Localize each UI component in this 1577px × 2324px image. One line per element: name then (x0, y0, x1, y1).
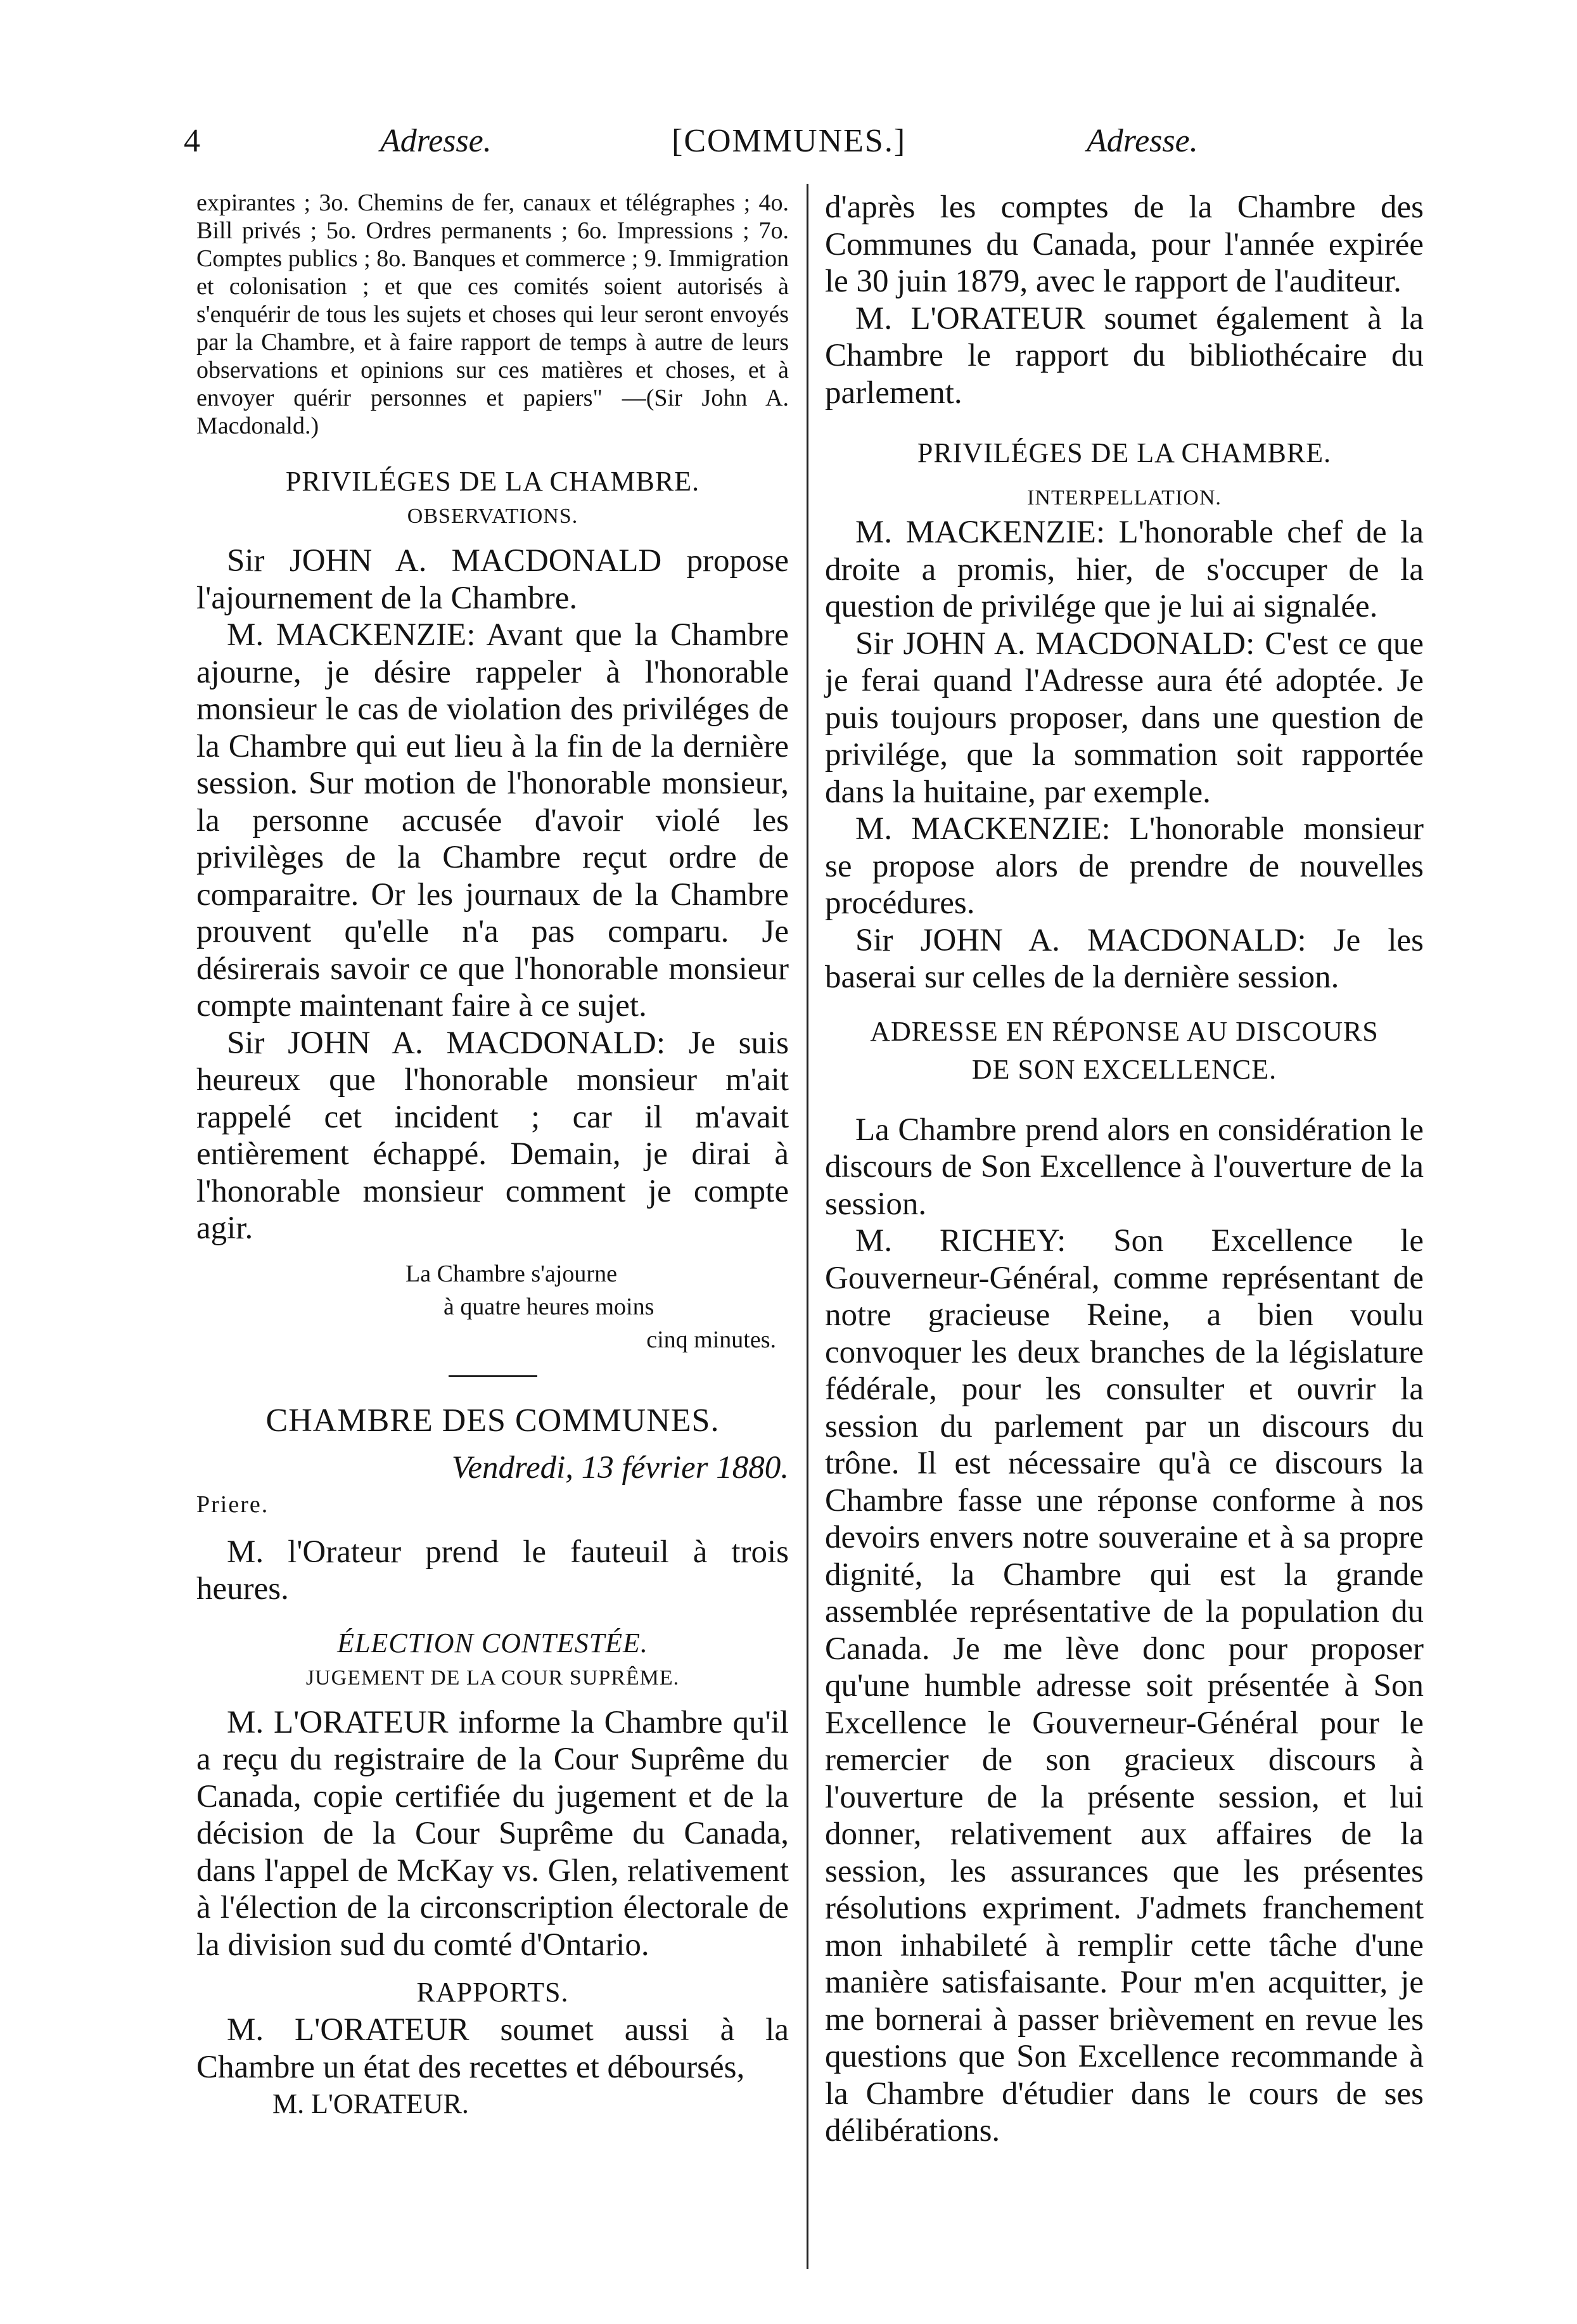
running-head-right: Adresse. (1087, 123, 1198, 159)
paragraph-throne-speech-consideration: La Chambre prend alors en considération le discours de Son Excellence à l'ouverture de la session. (825, 1112, 1424, 1222)
paragraph-macdonald-answer: Sir JOHN A. MACDONALD: C'est ce que je ferai quand l'Adresse aura été adoptée. Je puis toujours proposer, dans une question de privilége, que la sommation soit rapportée dans la huitaine, par exemple. (825, 626, 1424, 810)
page-number: 4 (184, 123, 200, 159)
section-heading-election: ÉLECTION CONTESTÉE. (337, 1627, 648, 1659)
sitting-title: CHAMBRE DES COMMUNES. (265, 1402, 720, 1439)
paragraph-speaker-chair: M. l'Orateur prend le fauteuil à trois heures. (196, 1534, 789, 1607)
paragraph-mackenzie-speech: M. MACKENZIE: Avant que la Chambre ajourne, je désire rappeler à l'honorable monsieur le cas de violation des priviléges de la Chambre qui eut lieu à la fin de la dernière session. Sur motion de l'honorable monsieur, la personne accusée d'avoir violé les privilèges de la Chambre reçut ordre de comparaitre. Or les journaux de la Chambre prouvent qu'elle n'a pas comparu. Je désirerais savoir ce que l'honorable monsieur compte maintenant faire à ce sujet. (196, 617, 789, 1024)
section-heading-reports: RAPPORTS. (416, 1977, 569, 2008)
section-heading-address-line-1: ADRESSE EN RÉPONSE AU DISCOURS (870, 1015, 1379, 1047)
sitting-date: Vendredi, 13 février 1880. (451, 1449, 789, 1486)
adjournment-line-2: à quatre heures moins (444, 1293, 654, 1320)
section-heading-address-line-2: DE SON EXCELLENCE. (971, 1053, 1277, 1085)
paragraph-librarian-report: M. L'ORATEUR soumet également à la Chambre le rapport du bibliothécaire du parlement. (825, 300, 1424, 411)
running-head-center: [COMMUNES.] (672, 123, 907, 159)
left-column (196, 189, 789, 2123)
section-separator (449, 1375, 537, 1377)
subheading-supreme-court: JUGEMENT DE LA COUR SUPRÊME. (305, 1666, 680, 1690)
paragraph-mackenzie-followup: M. MACKENZIE: L'honorable monsieur se propose alors de prendre de nouvelles procédures. (825, 811, 1424, 921)
paragraph-accounts-continued: d'après les comptes de la Chambre des Communes du Canada, pour l'année expirée le 30 juin 1879, avec le rapport de l'auditeur. (825, 189, 1424, 299)
committee-motion-text: expirantes ; 3o. Chemins de fer, canaux et télégraphes ; 4o. Bill privés ; 5o. Ordres permanents ; 6o. Impressions ; 7o. Comptes publics ; 8o. Banques et commerce ; 9. Immigration et colonisation ; et que ces comités soient autorisés à s'enquérir de tous les sujets et choses qui leur seront envoyés par la Chambre, et à faire rapport de temps à autre de leurs observations et opinions sur ces matières et choses, et à envoyer quérir personnes et papiers" —(Sir John A. Macdonald.) (196, 189, 789, 439)
adjournment-note (196, 1257, 789, 1356)
subheading-observations: OBSERVATIONS. (407, 504, 578, 528)
adjournment-line-3: cinq minutes. (646, 1326, 776, 1353)
paragraph-supreme-court-judgment: M. L'ORATEUR informe la Chambre qu'il a reçu du registraire de la Cour Suprême du Canada, copie certifiée du jugement et de la décision de la Cour Suprême du Canada, dans l'appel de McKay vs. Glen, relativement à l'élection de la circonscription électorale de la division sud du comté d'Ontario. (196, 1704, 789, 1963)
prayers-label: Priere. (196, 1491, 269, 1518)
section-heading-privileges: PRIVILÉGES DE LA CHAMBRE. (285, 466, 700, 497)
paragraph-receipts-report: M. L'ORATEUR soumet aussi à la Chambre un état des recettes et déboursés, (196, 2012, 789, 2085)
paragraph-macdonald-reply: Sir JOHN A. MACDONALD: Je suis heureux que l'honorable monsieur m'ait rappelé cet incident ; car il m'avait entièrement échappé. Demain, je dirai à l'honorable monsieur comment je compte agir. (196, 1025, 789, 1246)
paragraph-macdonald-final: Sir JOHN A. MACDONALD: Je les baserai sur celles de la dernière session. (825, 922, 1424, 995)
paragraph-adjournment-motion: Sir JOHN A. MACDONALD propose l'ajournement de la Chambre. (196, 543, 789, 616)
column-divider (807, 184, 808, 2269)
section-heading-privileges-2: PRIVILÉGES DE LA CHAMBRE. (917, 437, 1332, 468)
paragraph-mackenzie-question: M. MACKENZIE: L'honorable chef de la droite a promis, hier, de s'occuper de la question de privilége que je lui ai signalée. (825, 515, 1424, 624)
right-column (825, 189, 1424, 2150)
paragraph-richey-speech: M. RICHEY: Son Excellence le Gouverneur-Général, comme représentant de notre gracieuse Reine, a bien voulu convoquer les deux branches de la législature fédérale, pour les consulter et ouvrir la session du parlement par un discours du trône. Il est nécessaire qu'à ce discours la Chambre fasse une réponse conforme à nos devoirs envers notre souveraine et à sa propre dignité, la Chambre qui est la grande assemblée représentative de la population du Canada. Je me lève donc pour proposer qu'une humble adresse soit présentée à Son Excellence le Gouverneur-Général pour le remercier de son gracieux discours à l'ouverture de la présente session, et lui donner, relativement aux affaires de la session, les assurances que les présentes résolutions expriment. J'admets franchement mon inhabileté à remplir cette tâche d'une manière satisfaisante. Pour m'en acquitter, je me bornerai à passer brièvement en revue les questions que Son Excellence recommande à la Chambre d'étudier dans le cours de ses délibérations. (825, 1223, 1424, 2148)
subheading-interpellation: INTERPELLATION. (1027, 486, 1222, 510)
speaker-signature: M. L'ORATEUR. (272, 2088, 469, 2119)
running-head-left: Adresse. (380, 123, 492, 159)
adjournment-line-1: La Chambre s'ajourne (405, 1260, 617, 1287)
